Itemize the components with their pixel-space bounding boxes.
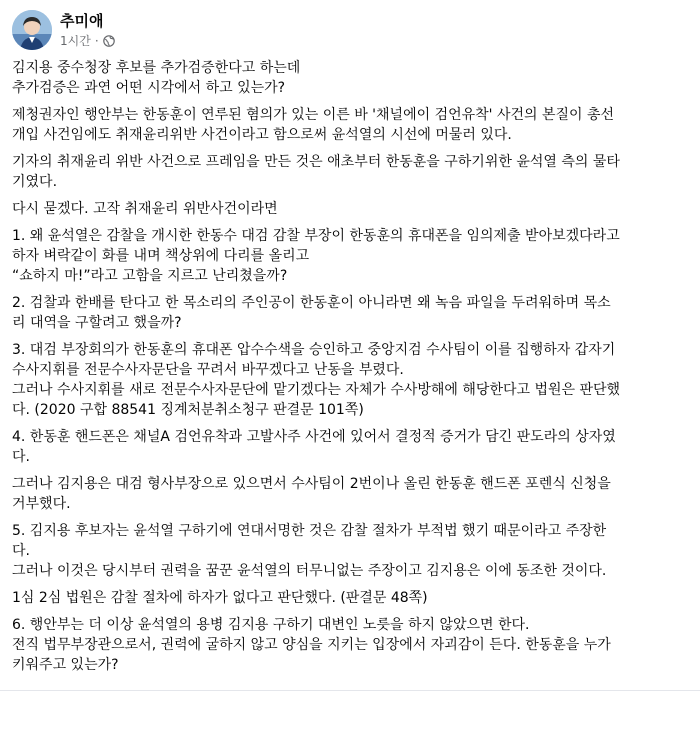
post-text-line: 그러나 이것은 당시부터 권력을 꿈꾼 윤석열의 터무니없는 주장이고 김지용은 이에 동조한 것이다. (12, 563, 607, 579)
post-paragraph (12, 340, 688, 420)
post-paragraph (12, 152, 688, 192)
post-text-line: 개입 사건임에도 취재윤리위반 사건이라고 함으로써 윤석열의 시선에 머물러 있다. (12, 127, 512, 143)
post-text-line: 거부했다. (12, 496, 71, 512)
post-paragraph (12, 226, 688, 286)
post-meta (60, 33, 115, 49)
post-text-line: 리 대역을 구할려고 했을까? (12, 315, 182, 331)
post-text-line: 키워주고 있는가? (12, 657, 119, 673)
post-text-line: 그러나 김지용은 대검 형사부장으로 있으면서 수사팀이 2번이나 올린 한동훈 핸드폰 포렌식 신청을 (12, 476, 611, 492)
post-text-line: 수사지휘를 전문수사자문단을 꾸려서 바꾸겠다고 난동을 부렸다. (12, 362, 404, 378)
post-text-line: 1. 왜 윤석열은 감찰을 개시한 한동수 대검 감찰 부장이 한동훈의 휴대폰을 임의제출 받아보겠다라고 (12, 228, 620, 244)
post-paragraph (12, 58, 688, 98)
post-paragraph (12, 474, 688, 514)
post-header (12, 10, 115, 50)
post-text-line: 기였다. (12, 174, 58, 190)
author-name[interactable]: 추미애 (60, 12, 104, 30)
post-text-line: 제청권자인 행안부는 한동훈이 연루된 혐의가 있는 이른 바 '채널에이 검언유착' 사건의 본질이 총선 (12, 107, 615, 123)
divider (0, 690, 700, 691)
post-text-line: 전직 법무부장관으로서, 권력에 굴하지 않고 양심을 지키는 입장에서 자괴감이 든다. 한동훈을 누가 (12, 637, 611, 653)
post-paragraph (12, 615, 688, 675)
post-text-line: 다. (12, 449, 30, 465)
post-text-line: 다. (2020 구합 88541 징계처분취소청구 판결문 101쪽) (12, 402, 364, 418)
post-text-line: 5. 김지용 후보자는 윤석열 구하기에 연대서명한 것은 감찰 절차가 부적법 했기 때문이라고 주장한 (12, 523, 607, 539)
post-paragraph (12, 521, 688, 581)
post-text-line: 다. (12, 543, 30, 559)
post-text-line: 그러나 수사지휘를 새로 전문수사자문단에 맡기겠다는 자체가 수사방해에 해당한다고 법원은 판단했 (12, 382, 621, 398)
post-paragraph (12, 105, 688, 145)
post-body (12, 58, 688, 682)
post-paragraph (12, 293, 688, 333)
post-text-line: 6. 행안부는 더 이상 윤석열의 용병 김지용 구하기 대변인 노릇을 하지 않았으면 한다. (12, 617, 530, 633)
post-text-line: 김지용 중수청장 후보를 추가검증한다고 하는데 (12, 60, 301, 76)
meta-separator: · (94, 34, 99, 48)
post-paragraph (12, 199, 688, 219)
post-text-line: 다시 묻겠다. 고작 취재윤리 위반사건이라면 (12, 201, 278, 217)
post-text-line: 2. 검찰과 한배를 탄다고 한 목소리의 주인공이 한동훈이 아니라면 왜 녹음 파일을 두려워하며 목소 (12, 295, 611, 311)
post-paragraph (12, 427, 688, 467)
post-text-line: 하자 벼락같이 화를 내며 책상위에 다리를 올리고 (12, 248, 310, 264)
globe-icon[interactable] (103, 35, 115, 47)
post-text-line: 3. 대검 부장회의가 한동훈의 휴대폰 압수수색을 승인하고 중앙지검 수사팀이 이를 집행하자 갑자기 (12, 342, 616, 358)
post-text-line: 1심 2심 법원은 감찰 절차에 하자가 없다고 판단했다. (판결문 48쪽) (12, 590, 428, 606)
post-text-line: 4. 한동훈 핸드폰은 채널A 검언유착과 고발사주 사건에 있어서 결정적 증거가 담긴 판도라의 상자였 (12, 429, 616, 445)
post-paragraph (12, 588, 688, 608)
post-text-line: “쇼하지 마!”라고 고함을 지르고 난리쳤을까? (12, 268, 288, 284)
post-time[interactable]: 1시간 (60, 34, 91, 48)
avatar[interactable] (12, 10, 52, 50)
post-text-line: 기자의 취재윤리 위반 사건으로 프레임을 만든 것은 애초부터 한동훈을 구하기위한 윤석열 측의 물타 (12, 154, 620, 170)
post-text-line: 추가검증은 과연 어떤 시각에서 하고 있는가? (12, 80, 286, 96)
